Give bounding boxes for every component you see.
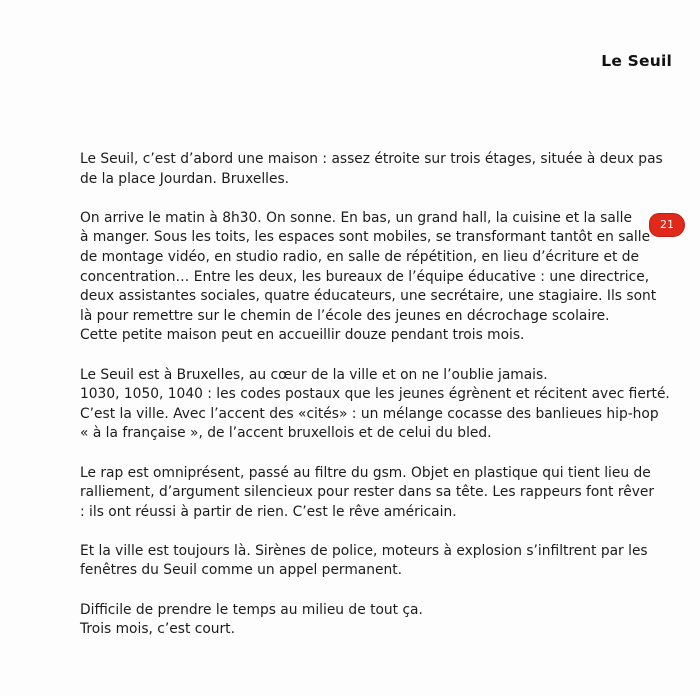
- page-number-badge: 21: [650, 214, 684, 236]
- text-line: : ils ont réussi à partir de rien. C’est le rêve américain.: [80, 503, 457, 520]
- paragraph: [80, 366, 670, 444]
- text-line: Cette petite maison peut en accueillir douze pendant trois mois.: [80, 327, 525, 344]
- text-line: Le rap est omniprésent, passé au filtre du gsm. Objet en plastique qui tient lieu de: [80, 464, 651, 481]
- text-line: Difficile de prendre le temps au milieu de tout ça.: [80, 601, 423, 618]
- paragraph: [80, 464, 655, 523]
- text-line: Le Seuil est à Bruxelles, au cœur de la ville et on ne l’oublie jamais.: [80, 366, 548, 383]
- text-line: concentration… Entre les deux, les bureaux de l’équipe éducative : une directrice,: [80, 268, 650, 285]
- paragraph: [80, 209, 657, 346]
- text-line: C’est la ville. Avec l’accent des «cités» : un mélange cocasse des banlieues hip-hop: [80, 405, 659, 422]
- text-line: de montage vidéo, en studio radio, en salle de répétition, en lieu d’écriture et de: [80, 248, 640, 265]
- text-line: On arrive le matin à 8h30. On sonne. En bas, un grand hall, la cuisine et la salle: [80, 209, 632, 226]
- paragraph: [80, 542, 648, 581]
- text-line: 1030, 1050, 1040 : les codes postaux que les jeunes égrènent et récitent avec fierté.: [80, 386, 670, 403]
- text-line: Et la ville est toujours là. Sirènes de police, moteurs à explosion s’infiltrent par les: [80, 542, 648, 559]
- paragraph: [80, 150, 663, 189]
- text-line: Le Seuil, c’est d’abord une maison : assez étroite sur trois étages, située à deux pas: [80, 151, 663, 167]
- text-line: « à la française », de l’accent bruxellois et de celui du bled.: [80, 425, 492, 442]
- text-line: deux assistantes sociales, quatre éducateurs, une secrétaire, une stagiaire. Ils sont: [80, 288, 657, 305]
- text-line: ralliement, d’argument silencieux pour rester dans sa tête. Les rappeurs font rêver: [80, 484, 655, 501]
- page-title: Le Seuil: [601, 52, 672, 70]
- text-line: fenêtres du Seuil comme un appel permanent.: [80, 562, 403, 579]
- text-line: à manger. Sous les toits, les espaces sont mobiles, se transformant tantôt en salle: [80, 229, 651, 246]
- paragraph: [80, 601, 580, 640]
- text-line: là pour remettre sur le chemin de l’école des jeunes en décrochage scolaire.: [80, 307, 610, 324]
- text-line: de la place Jourdan. Bruxelles.: [80, 170, 290, 187]
- text-line: Trois mois, c’est court.: [80, 621, 235, 638]
